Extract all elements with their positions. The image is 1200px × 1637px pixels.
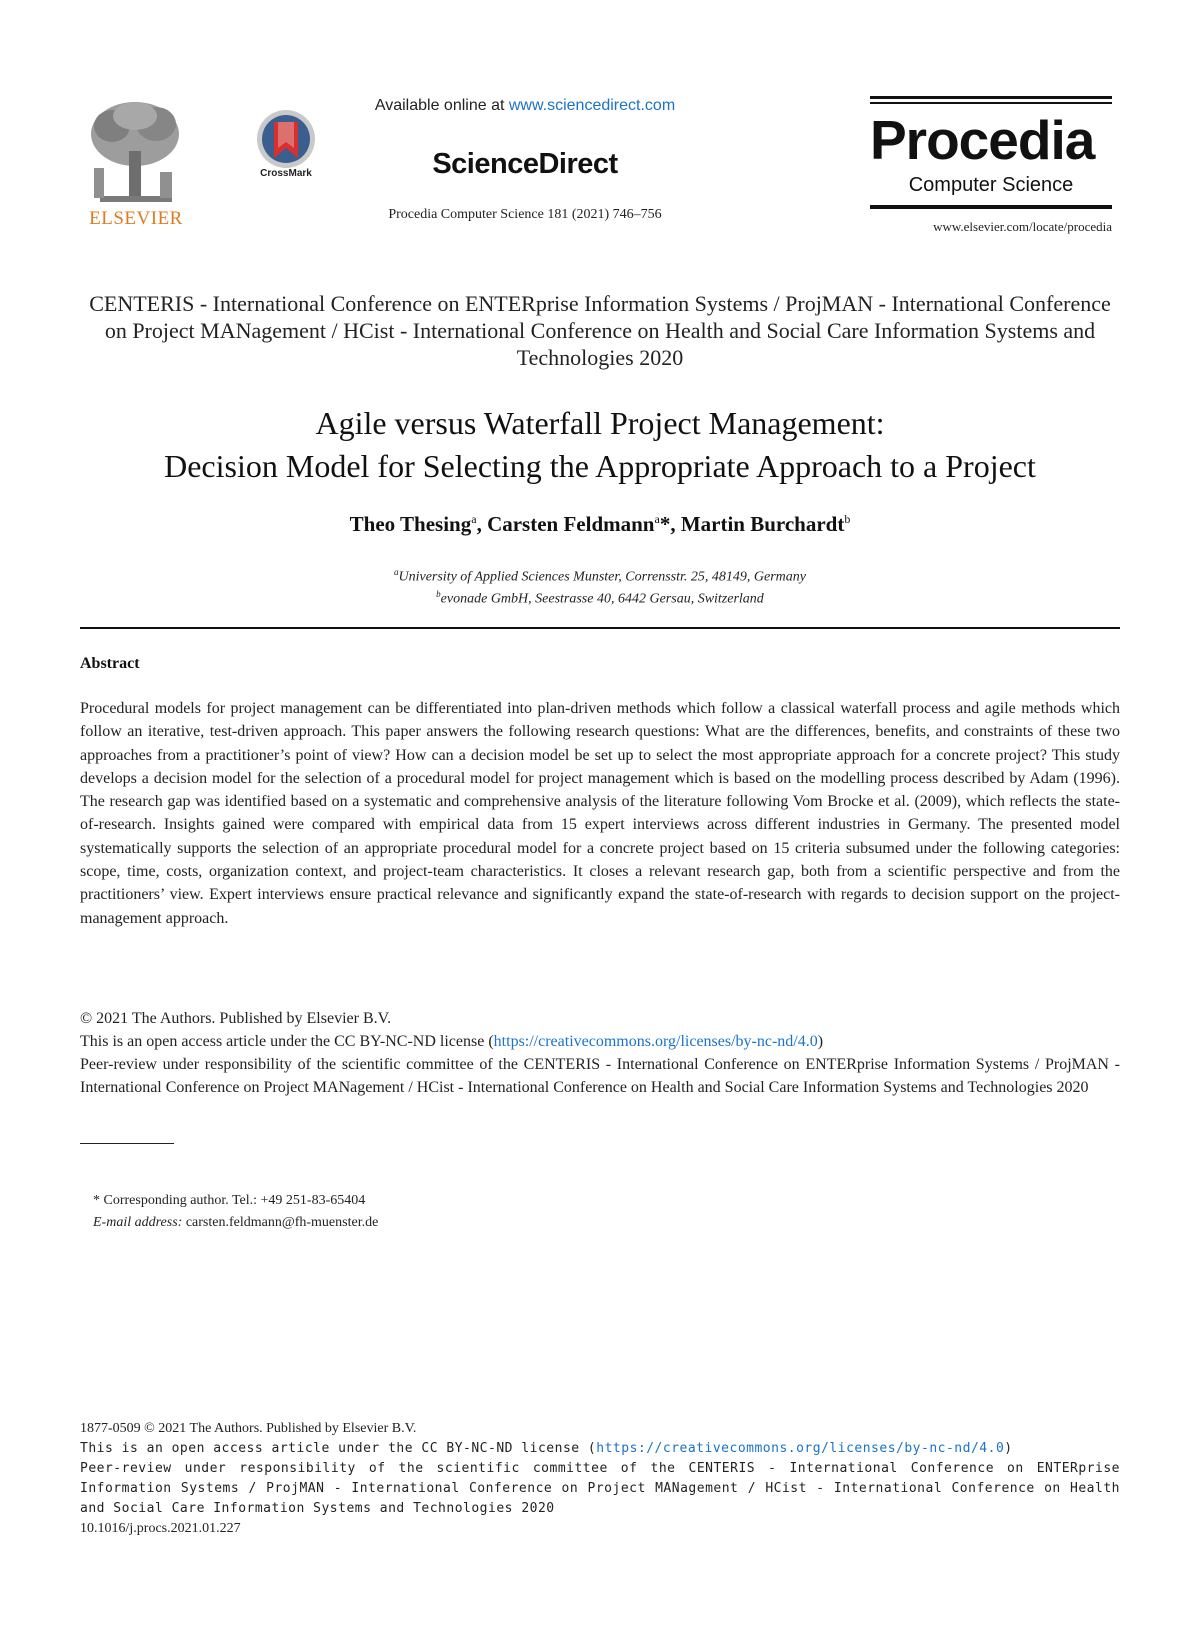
affiliation-b: $^b$evonade GmbH, Seestrasse 40, 6442 Gersau, Switzerland [436, 589, 764, 607]
author-affil-mark: a [471, 512, 477, 526]
author-affil-mark: a [654, 512, 660, 526]
license-line: This is an open access article under the CC BY-NC-ND license (https://creativecommons.org/licenses/by-nc-nd/4.0) [80, 1033, 824, 1050]
corresponding-mark: * [659, 512, 671, 536]
conference-name: CENTERIS - International Conference on ENTERprise Information Systems / ProjMAN - International Conference on Project MANagement / HCist - International Conference on Health and Social Care Information Systems and Technologies 2020 [89, 291, 1111, 370]
abstract-heading: Abstract [80, 655, 140, 672]
author-list: Theo Thesing$^a$, Carsten Feldmann$^a$*, Martin Burchardt$^b$ [349, 512, 851, 536]
sciencedirect-wordmark: ScienceDirect [432, 148, 618, 180]
corresponding-author-footnote [93, 1190, 378, 1234]
masthead-top-rule [870, 96, 1112, 99]
journal-citation: Procedia Computer Science 181 (2021) 746–756 [388, 207, 662, 222]
author-name: Theo Thesing [349, 512, 472, 536]
author-name: Carsten Feldmann [487, 512, 655, 536]
procedia-masthead [870, 96, 1112, 235]
abstract-body: Procedural models for project management can be differentiated into plan-driven methods which follow a classical waterfall process and agile methods which follow an iterative, test-driven approach. This paper answers the following research questions: What are the differences, benefits, and constraints of these two approaches from a practitioner’s point of view? How can a decision model be set up to select the most appropriate approach for a concrete project? This study develops a decision model for the selection of a procedural model for project management which is based on the modelling process described by Adam (1996). The research gap was identified based on a systematic and comprehensive analysis of the literature following Vom Brocke et al. (2009), which reflects the state-of-research. Insights gained were compared with empirical data from 15 expert interviews across different industries in Germany. The presented model systematically supports the selection of an appropriate procedural model for a concrete project based on 15 criteria subsumed under the following categories: scope, time, costs, organization context, and project-team characteristics. It closes a relevant research gap, both from a scientific perspective and from the practitioners’ view. Expert interviews ensure practical relevance and significantly expand the state-of-research with regards to decision support on the project-management approach. [80, 700, 1120, 927]
corresponding-author-line: * Corresponding author. Tel.: +49 251-83-65404 [93, 1193, 366, 1208]
email-address[interactable]: carsten.feldmann@fh-muenster.de [185, 1215, 379, 1230]
crossmark-label: CrossMark [260, 168, 312, 179]
issn-line: 1877-0509 © 2021 The Authors. Published by Elsevier B.V. [80, 1421, 417, 1436]
author-affil-mark: b [844, 512, 851, 526]
footer-license-line: This is an open access article under the CC BY-NC-ND license (https://creativecommons.org/licenses/by-nc-nd/4.0) [80, 1441, 1013, 1456]
footer-license-link[interactable]: https://creativecommons.org/licenses/by-nc-nd/4.0 [596, 1441, 1005, 1456]
front-matter-footer [80, 1419, 1120, 1539]
title-line-1: Agile versus Waterfall Project Management: [315, 405, 885, 441]
journal-subtitle: Computer Science [908, 173, 1074, 196]
journal-url[interactable]: www.elsevier.com/locate/procedia [933, 219, 1112, 234]
copyright-line: © 2021 The Authors. Published by Elsevier B.V. [80, 1010, 392, 1027]
email-line [93, 1212, 378, 1234]
paper-title [80, 402, 1120, 488]
author-name: Martin Burchardt [680, 512, 845, 536]
available-online-line [330, 97, 720, 115]
doi-line[interactable]: 10.1016/j.procs.2021.01.227 [80, 1521, 241, 1536]
elsevier-wordmark: ELSEVIER [89, 208, 183, 229]
section-divider [80, 627, 1120, 629]
title-line-2: Decision Model for Selecting the Appropriate Approach to a Project [164, 448, 1036, 484]
sciencedirect-link[interactable]: www.sciencedirect.com [508, 97, 676, 114]
affiliation-b-text: evonade GmbH, Seestrasse 40, 6442 Gersau, Switzerland [440, 591, 764, 607]
license-link[interactable]: https://creativecommons.org/licenses/by-nc-nd/4.0 [493, 1033, 818, 1050]
affiliation-a-text: University of Applied Sciences Munster, Corrensstr. 25, 48149, Germany [398, 569, 806, 585]
affiliation-a: $^a$University of Applied Sciences Munster, Corrensstr. 25, 48149, Germany [393, 567, 806, 585]
masthead-top-rule-thin [870, 102, 1112, 104]
peer-review-statement: Peer-review under responsibility of the scientific committee of the CENTERIS - International Conference on ENTERprise Information Systems / ProjMAN - International Conference on Project MANagement / HCist - International Conference on Health and Social Care Information Systems and Technologies 2020 [80, 1056, 1120, 1096]
available-prefix: Available online at [374, 97, 509, 114]
copyright-block [80, 1007, 1120, 1099]
footnote-divider [80, 1143, 174, 1144]
journal-name: Procedia [870, 108, 1095, 171]
email-label: E-mail address: [93, 1215, 183, 1230]
masthead-bottom-rule [870, 206, 1112, 209]
footer-peer-review: Peer-review under responsibility of the scientific committee of the CENTERIS - International Conference on ENTERprise Information Systems / ProjMAN - International Conference on Project MANagement / HCist - International Conference on Health and Social Care Information Systems and Technologies 2020 [80, 1461, 1120, 1516]
